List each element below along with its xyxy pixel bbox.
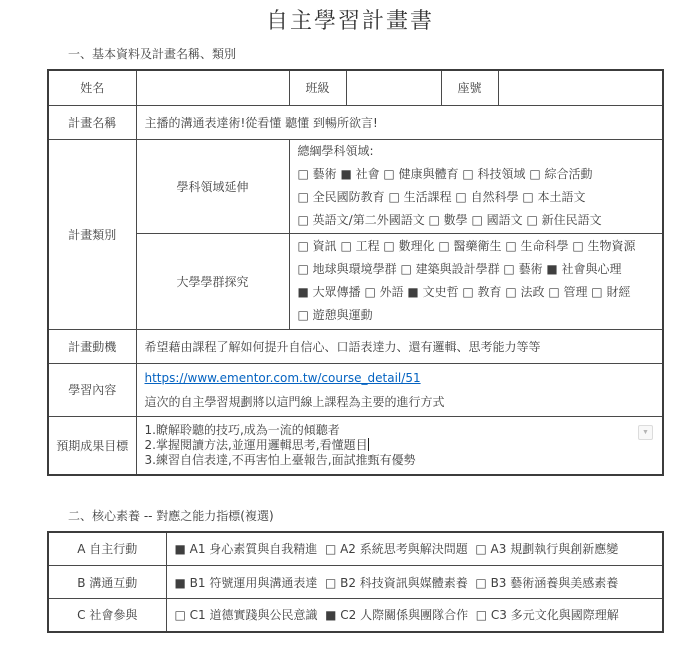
table-row: [48, 233, 663, 329]
subject-extension-options[interactable]: [289, 139, 663, 233]
plan-name-value[interactable]: 主播的溝通表達術!從看懂 聽懂 到暢所欲言!: [136, 105, 663, 139]
name-input-cell[interactable]: [136, 70, 289, 105]
learning-content-cell: [136, 363, 663, 416]
table-row: [48, 566, 663, 599]
checkbox-line[interactable]: □ 資訊 □ 工程 □ 數理化 □ 醫藥衛生 □ 生命科學 □ 生物資源: [297, 239, 636, 253]
course-link[interactable]: https://www.ementor.com.tw/course_detail/51: [144, 370, 421, 385]
core-competency-table: [47, 531, 664, 633]
table-row: [48, 532, 663, 566]
table-row: [48, 363, 663, 416]
competency-b-options[interactable]: ■ B1 符號運用與溝通表達 □ B2 科技資訊與媒體素養 □ B3 藝術涵養與美感素養: [166, 566, 663, 599]
university-cluster-options[interactable]: [289, 233, 663, 329]
table-row: [48, 416, 663, 475]
goal-line-text: 2.掌握閱讀方法,並運用邏輯思考,看懂題目: [144, 437, 368, 452]
competency-c-label: C 社會參與: [48, 599, 166, 632]
checkbox-line[interactable]: ■ 大眾傳播 □ 外語 ■ 文史哲 □ 教育 □ 法政 □ 管理 □ 財經: [297, 285, 631, 299]
page-title: 自主學習計畫書: [265, 9, 434, 34]
basic-info-table: [47, 69, 664, 476]
expected-goals-label: 預期成果目標: [48, 416, 136, 475]
checkbox-line[interactable]: □ 地球與環境學群 □ 建築與設計學群 □ 藝術 ■ 社會與心理: [297, 262, 622, 276]
text-cursor: [368, 438, 369, 451]
seat-input-cell[interactable]: [498, 70, 663, 105]
table-row: [48, 105, 663, 139]
class-input-cell[interactable]: [346, 70, 441, 105]
competency-a-options[interactable]: ■ A1 身心素質與自我精進 □ A2 系統思考與解決問題 □ A3 規劃執行與創新應變: [166, 532, 663, 566]
table-row: [48, 70, 663, 105]
motivation-label: 計畫動機: [48, 329, 136, 363]
subject-extension-intro: 總綱學科領域:: [297, 144, 374, 158]
subject-extension-label: 學科領域延伸: [136, 139, 289, 233]
competency-a-label: A 自主行動: [48, 532, 166, 566]
learning-content-description: 這次的自主學習規劃將以這門線上課程為主要的進行方式: [144, 394, 445, 409]
goal-line: [145, 438, 655, 453]
checkbox-line[interactable]: □ 藝術 ■ 社會 □ 健康與體育 □ 科技領域 □ 綜合活動: [297, 167, 593, 181]
expected-goals-cell[interactable]: [136, 416, 663, 475]
name-label: 姓名: [48, 70, 136, 105]
table-row: [48, 139, 663, 233]
competency-c-options[interactable]: □ C1 道德實踐與公民意識 ■ C2 人際關係與團隊合作 □ C3 多元文化與國際理解: [166, 599, 663, 632]
checkbox-line[interactable]: □ 全民國防教育 □ 生活課程 □ 自然科學 □ 本土語文: [297, 190, 586, 204]
section-heading-basic-info: 一、基本資料及計畫名稱、類別: [68, 47, 237, 61]
dropdown-arrow-button[interactable]: ▼: [638, 425, 653, 440]
checkbox-line[interactable]: □ 英語文/第二外國語文 □ 數學 □ 國語文 □ 新住民語文: [297, 213, 602, 227]
plan-name-label: 計畫名稱: [48, 105, 136, 139]
competency-b-label: B 溝通互動: [48, 566, 166, 599]
motivation-value[interactable]: 希望藉由課程了解如何提升自信心、口語表達力、還有邏輯、思考能力等等: [136, 329, 663, 363]
university-cluster-label: 大學學群探究: [136, 233, 289, 329]
table-row: [48, 329, 663, 363]
table-row: [48, 599, 663, 632]
section-heading-core-competency: 二、核心素養 -- 對應之能力指標(複選): [68, 508, 274, 523]
goal-line: 1.瞭解聆聽的技巧,成為一流的傾聽者: [144, 422, 340, 437]
goal-line: 3.練習自信表達,不再害怕上臺報告,面試推甄有優勢: [144, 452, 416, 467]
seat-label: 座號: [441, 70, 498, 105]
checkbox-line[interactable]: □ 遊憩與運動: [297, 308, 373, 322]
class-label: 班級: [289, 70, 346, 105]
plan-type-label: 計畫類別: [48, 139, 136, 329]
learning-content-label: 學習內容: [48, 363, 136, 416]
